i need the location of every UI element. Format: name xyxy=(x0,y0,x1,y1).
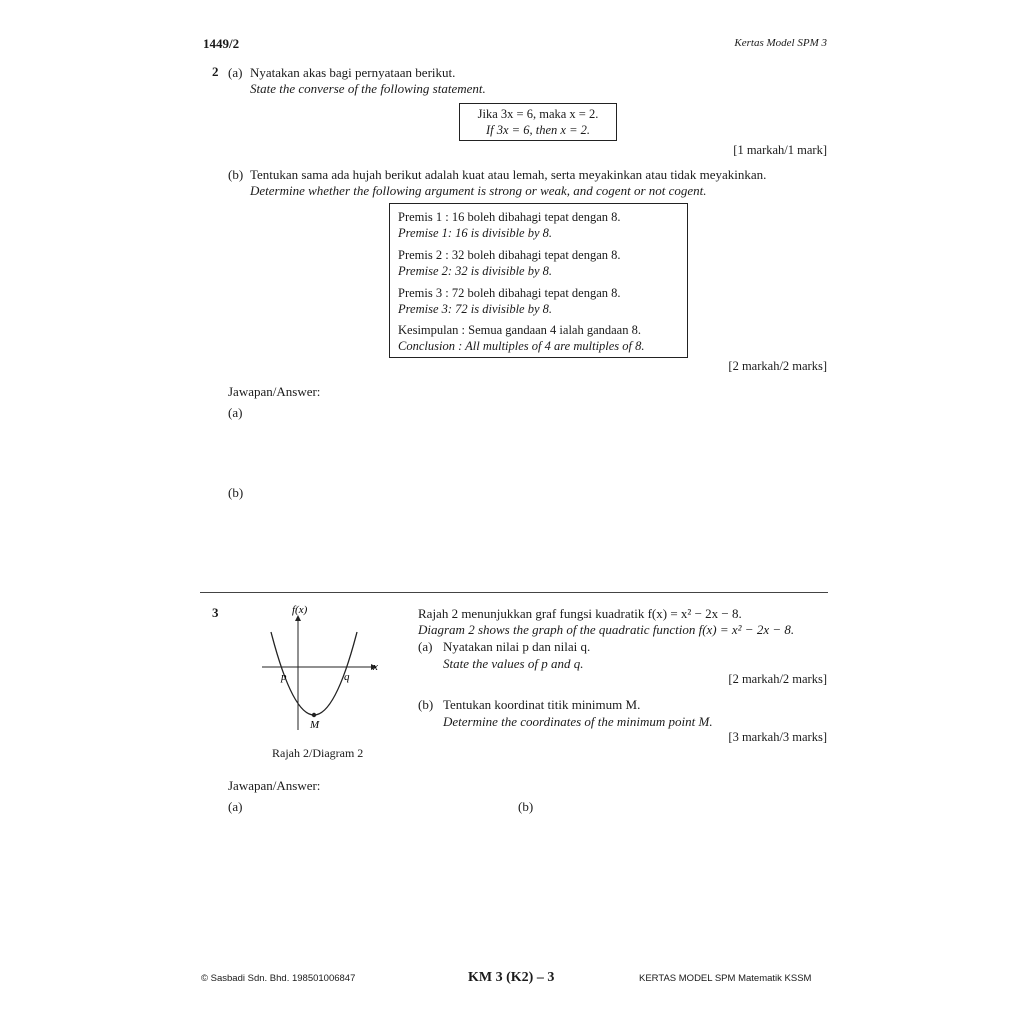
q2b-malay-text: Tentukan sama ada hujah berikut adalah kuat atau lemah, serta meyakinkan atau tidak meyakinkan. xyxy=(250,167,767,182)
q3-answer-label: Jawapan/Answer: xyxy=(228,778,321,793)
minimum-m-label: M xyxy=(310,719,320,731)
q2a-statement-malay: Jika 3x = 6, maka x = 2. xyxy=(477,107,599,121)
footer-page-code: KM 3 (K2) – 3 xyxy=(468,970,555,985)
root-q-label: q xyxy=(344,671,350,683)
x-axis-label: x xyxy=(373,661,378,673)
q2b-english-text: Determine whether the following argument is strong or weak, and cogent or not cogent. xyxy=(250,183,707,198)
footer-copyright: © Sasbadi Sdn. Bhd. 198501006847 xyxy=(201,973,356,984)
q3b-english-text: Determine the coordinates of the minimum point M. xyxy=(443,714,713,729)
q2b-marks: [2 markah/2 marks] xyxy=(728,359,827,373)
conclusion: Kesimpulan : Semua gandaan 4 ialah gandaan 8. Conclusion : All multiples of 4 are multiples of 8. xyxy=(398,323,645,353)
minimum-point-m xyxy=(312,713,316,717)
q3-intro-english: Diagram 2 shows the graph of the quadratic function f(x) = x² − 2x − 8. xyxy=(418,622,795,637)
q2a-label: (a) xyxy=(228,65,243,80)
q2-answer-a: (a) xyxy=(228,405,243,420)
q2a-statement-english: If 3x = 6, then x = 2. xyxy=(486,123,590,137)
q2b-label: (b) xyxy=(228,167,244,182)
q3-answer-b: (b) xyxy=(518,799,534,814)
q3a-english-text: State the values of p and q. xyxy=(443,656,584,671)
footer-series-title: KERTAS MODEL SPM Matematik KSSM xyxy=(639,973,812,984)
q3b-marks: [3 markah/3 marks] xyxy=(728,730,827,744)
y-axis-label: f(x) xyxy=(292,604,308,616)
question-3-number: 3 xyxy=(212,605,219,620)
q3-answer-a: (a) xyxy=(228,799,243,814)
diagram-caption: Rajah 2/Diagram 2 xyxy=(272,746,364,760)
q2-answer-label: Jawapan/Answer: xyxy=(228,384,321,399)
paper-code: 1449/2 xyxy=(203,36,240,51)
q3b-malay-text: Tentukan koordinat titik minimum M. xyxy=(443,697,641,712)
root-p-label: p xyxy=(281,671,287,683)
paper-title: Kertas Model SPM 3 xyxy=(734,37,827,49)
q3a-malay-text: Nyatakan nilai p dan nilai q. xyxy=(443,639,591,654)
premise-3: Premis 3 : 72 boleh dibahagi tepat dengan 8. Premise 3: 72 is divisible by 8. xyxy=(398,286,621,316)
section-divider xyxy=(200,592,828,593)
premise-2: Premis 2 : 32 boleh dibahagi tepat dengan 8. Premise 2: 32 is divisible by 8. xyxy=(398,248,621,278)
q2-answer-b: (b) xyxy=(228,485,244,500)
q2a-english-text: State the converse of the following statement. xyxy=(250,81,486,96)
question-2-number: 2 xyxy=(212,64,219,79)
q2a-marks: [1 markah/1 mark] xyxy=(733,143,827,157)
q3a-marks: [2 markah/2 marks] xyxy=(728,672,827,686)
q3a-label: (a) xyxy=(418,639,433,654)
q3b-label: (b) xyxy=(418,697,434,712)
quadratic-graph xyxy=(250,598,390,738)
q2b-argument-box xyxy=(389,203,688,358)
q2a-malay-text: Nyatakan akas bagi pernyataan berikut. xyxy=(250,65,456,80)
premise-1: Premis 1 : 16 boleh dibahagi tepat dengan 8. Premise 1: 16 is divisible by 8. xyxy=(398,210,621,240)
q2a-statement-box xyxy=(459,103,617,141)
q3-intro-malay: Rajah 2 menunjukkan graf fungsi kuadratik f(x) = x² − 2x − 8. xyxy=(418,606,742,621)
